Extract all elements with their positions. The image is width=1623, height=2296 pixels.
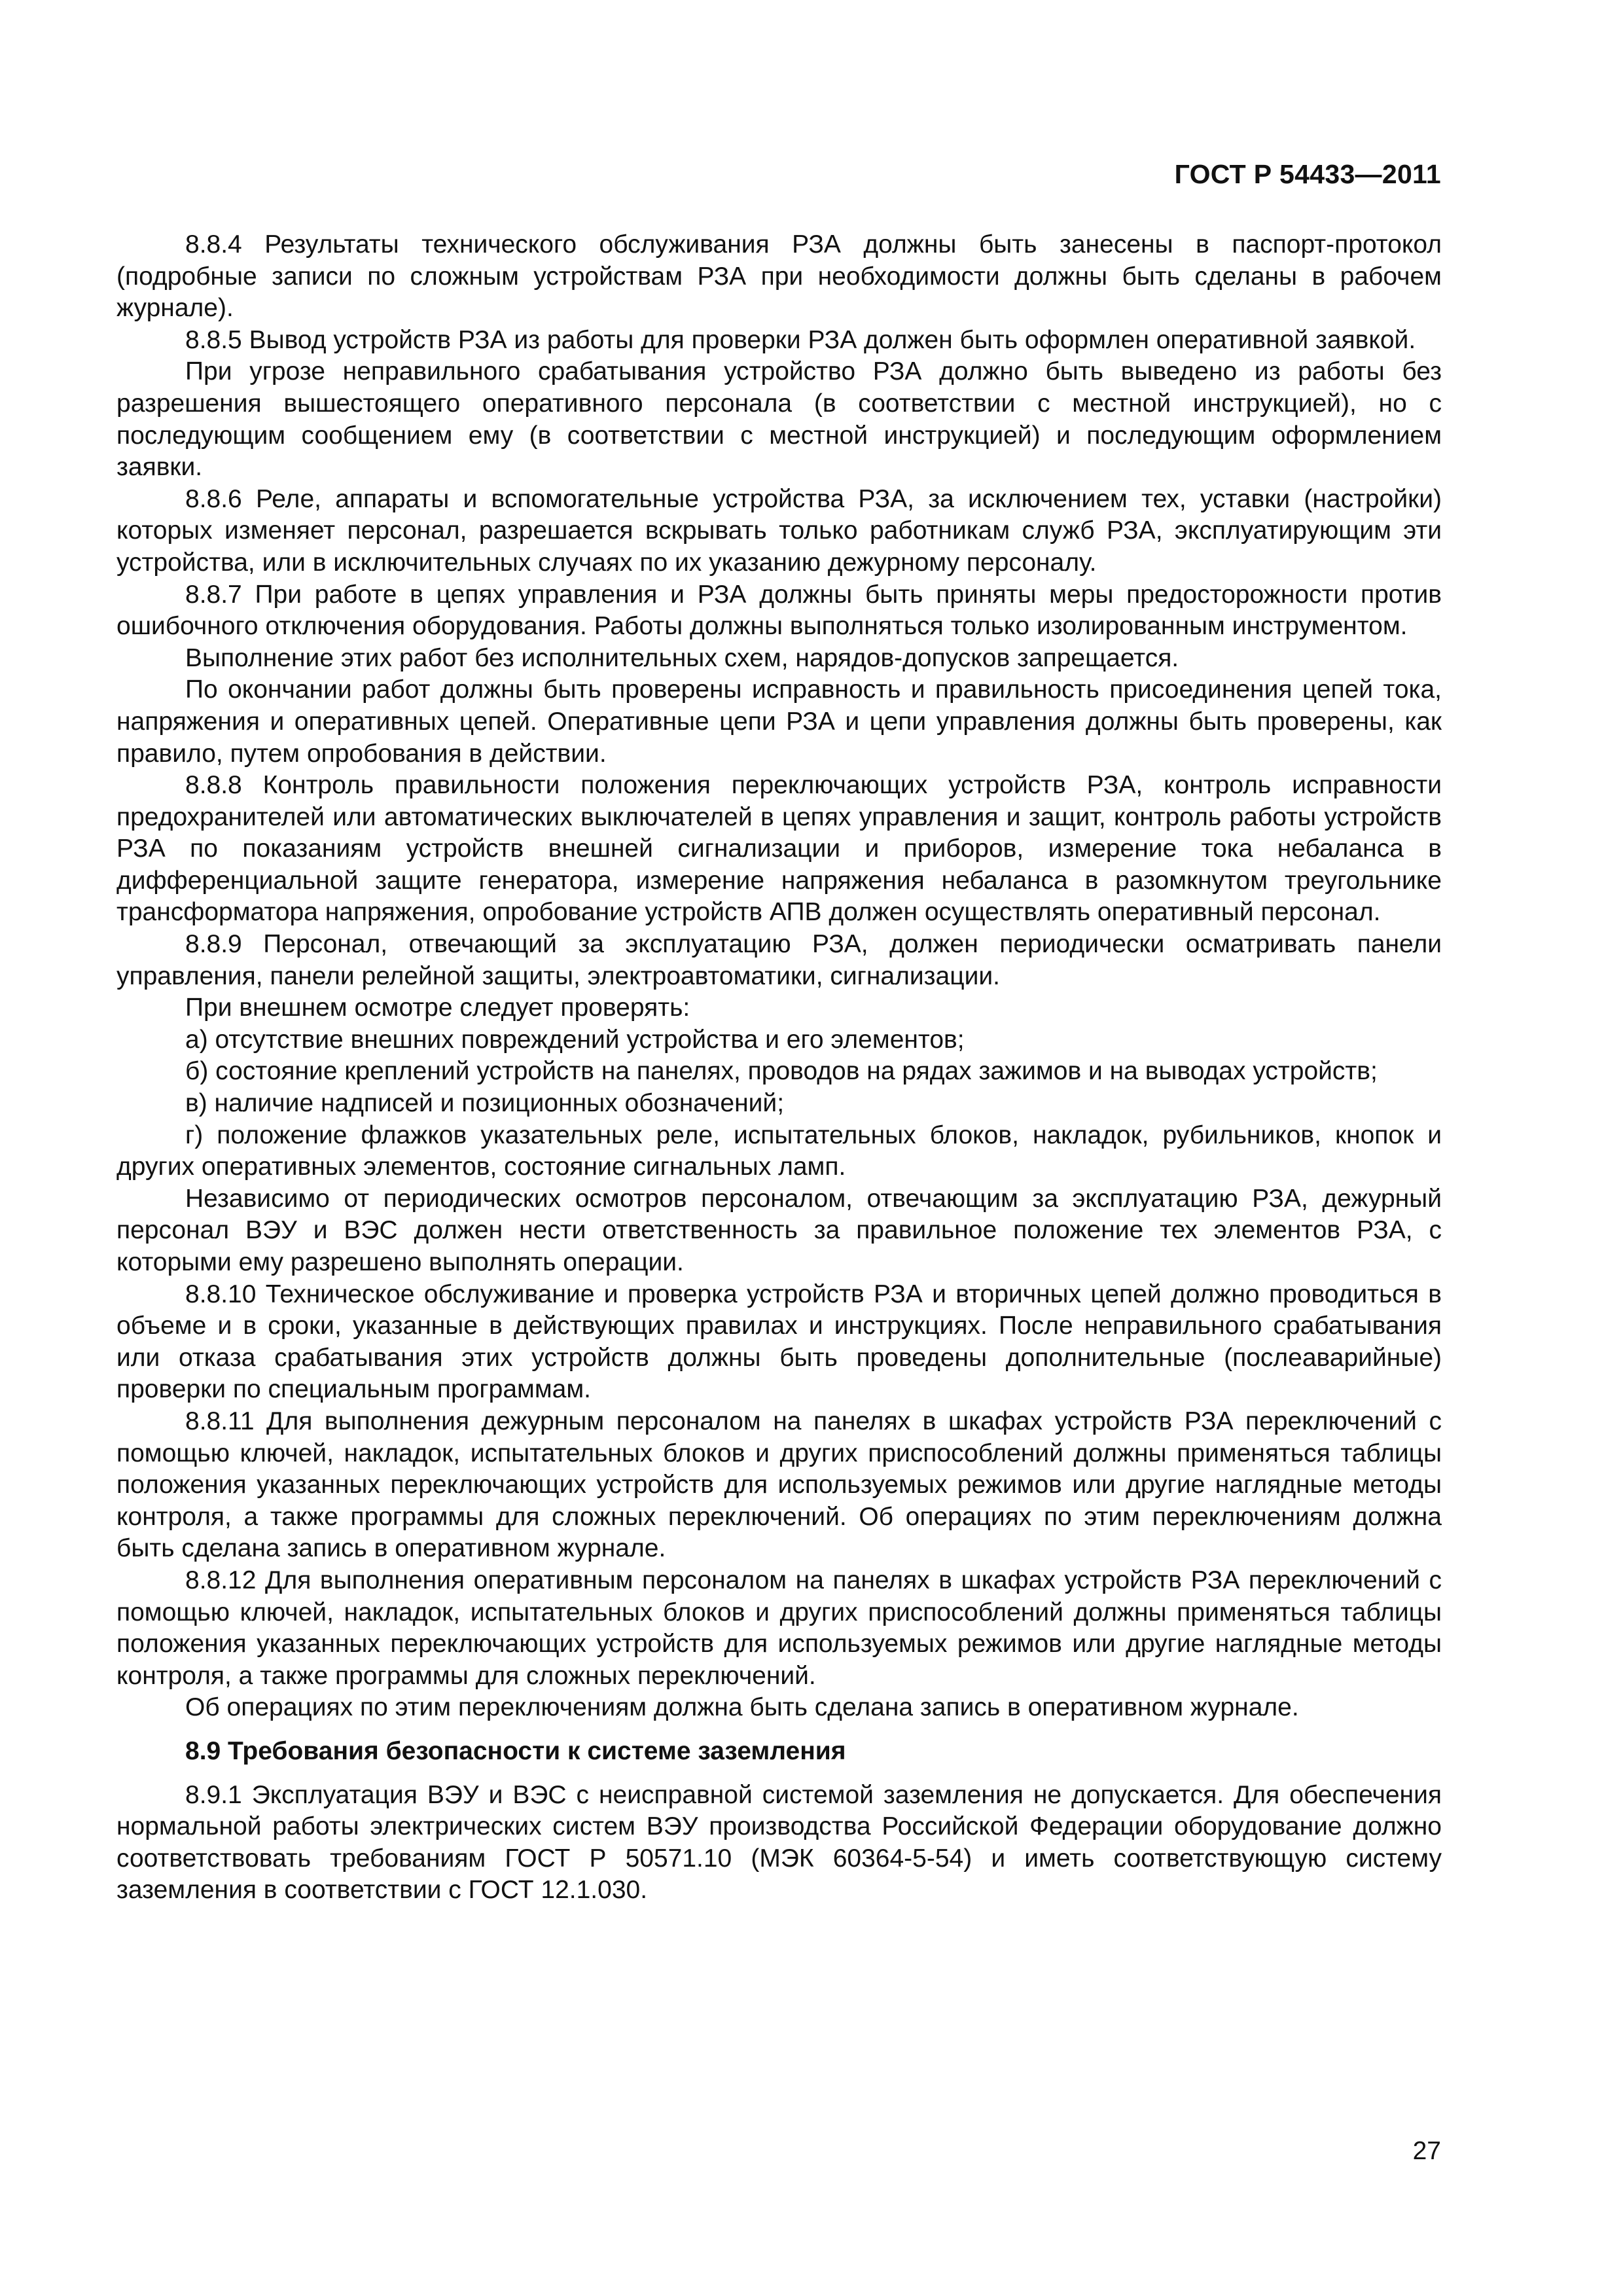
list-item: б) состояние креплений устройств на панелях, проводов на рядах зажимов и на выводах устройств; xyxy=(185,1057,1378,1086)
paragraph: Выполнение этих работ без исполнительных схем, нарядов-допусков запрещается. xyxy=(185,643,1179,672)
list-item: в) наличие надписей и позиционных обозначений; xyxy=(185,1089,785,1118)
document-body xyxy=(116,229,1442,1907)
paragraph: 8.8.11 Для выполнения дежурным персоналом на панелях в шкафах устройств РЗА переключений с помощью ключей, накладок, испытательных блоков и других приспособлений должны применяться таблицы положения указанных переключающих устройств для используемых режимов или другие наглядные методы контроля, а также программы для сложных переключений. Об операциях по этим переключениям должна быть сделана запись в оперативном журнале. xyxy=(116,1407,1442,1563)
document-id: ГОСТ Р 54433—2011 xyxy=(1174,159,1441,189)
list-item: а) отсутствие внешних повреждений устройства и его элементов; xyxy=(185,1025,965,1054)
list-item: г) положение флажков указательных реле, испытательных блоков, накладок, рубильников, кнопок и других оперативных элементов, состояние сигнальных ламп. xyxy=(116,1121,1442,1181)
paragraph: 8.8.8 Контроль правильности положения переключающих устройств РЗА, контроль исправности предохранителей или автоматических выключателей в цепях управления и защит, контроль работы устройств РЗА по показаниям устройств внешней сигнализации и приборов, измерение тока небаланса в дифференциальной защите генератора, измерение напряжения небаланса в разомкнутом треугольнике трансформатора напряжения, опробование устройств АПВ должен осуществлять оперативный персонал. xyxy=(116,771,1442,927)
paragraph: 8.8.9 Персонал, отвечающий за эксплуатацию РЗА, должен периодически осматривать панели управления, панели релейной защиты, электроавтоматики, сигнализации. xyxy=(116,930,1442,990)
paragraph: 8.8.5 Вывод устройств РЗА из работы для проверки РЗА должен быть оформлен оперативной заявкой. xyxy=(185,325,1416,354)
paragraph: 8.8.7 При работе в цепях управления и РЗА должны быть приняты меры предосторожности против ошибочного отключения оборудования. Работы должны выполняться только изолированным инструментом. xyxy=(116,580,1442,641)
paragraph: Независимо от периодических осмотров персоналом, отвечающим за эксплуатацию РЗА, дежурный персонал ВЭУ и ВЭС должен нести ответственность за правильное положение тех элементов РЗА, с которыми ему разрешено выполнять операции. xyxy=(116,1184,1442,1276)
paragraph: По окончании работ должны быть проверены исправность и правильность присоединения цепей тока, напряжения и оперативных цепей. Оперативные цепи РЗА и цепи управления должны быть проверены, как правило, путем опробования в действии. xyxy=(116,675,1442,768)
paragraph: 8.8.4 Результаты технического обслуживания РЗА должны быть занесены в паспорт-протокол (подробные записи по сложным устройствам РЗА при необходимости должны быть сделаны в рабочем журнале). xyxy=(116,230,1442,323)
paragraph: Об операциях по этим переключениям должна быть сделана запись в оперативном журнале. xyxy=(185,1693,1299,1722)
section-heading: 8.9 Требования безопасности к системе заземления xyxy=(185,1736,846,1765)
page-number: 27 xyxy=(1412,2137,1441,2165)
paragraph: При внешнем осмотре следует проверять: xyxy=(185,994,690,1022)
paragraph: 8.8.6 Реле, аппараты и вспомогательные устройства РЗА, за исключением тех, уставки (настройки) которых изменяет персонал, разрешается вскрывать только работникам служб РЗА, эксплуатирующим эти устройства, или в исключительных случаях по их указанию дежурному персоналу. xyxy=(116,484,1442,577)
paragraph: При угрозе неправильного срабатывания устройство РЗА должно быть выведено из работы без разрешения вышестоящего оперативного персонала (в соответствии с местной инструкцией), но с последующим сообщением ему (в соответствии с местной инструкцией) и последующим оформлением заявки. xyxy=(116,357,1442,482)
paragraph: 8.8.12 Для выполнения оперативным персоналом на панелях в шкафах устройств РЗА переключений с помощью ключей, накладок, испытательных блоков и других приспособлений должны применяться таблицы положения указанных переключающих устройств для используемых режимов или другие наглядные методы контроля, а также программы для сложных переключений. xyxy=(116,1566,1442,1690)
paragraph: 8.8.10 Техническое обслуживание и проверка устройств РЗА и вторичных цепей должно проводиться в объеме и в сроки, указанные в действующих правилах и инструкциях. После неправильного срабатывания или отказа срабатывания этих устройств должны быть проведены дополнительные (послеаварийные) проверки по специальным программам. xyxy=(116,1280,1442,1404)
paragraph: 8.9.1 Эксплуатация ВЭУ и ВЭС с неисправной системой заземления не допускается. Для обеспечения нормальной работы электрических систем ВЭУ производства Российской Федерации оборудование должно соответствовать требованиям ГОСТ Р 50571.10 (МЭК 60364-5-54) и иметь соответствующую систему заземления в соответствии с ГОСТ 12.1.030. xyxy=(116,1780,1442,1905)
